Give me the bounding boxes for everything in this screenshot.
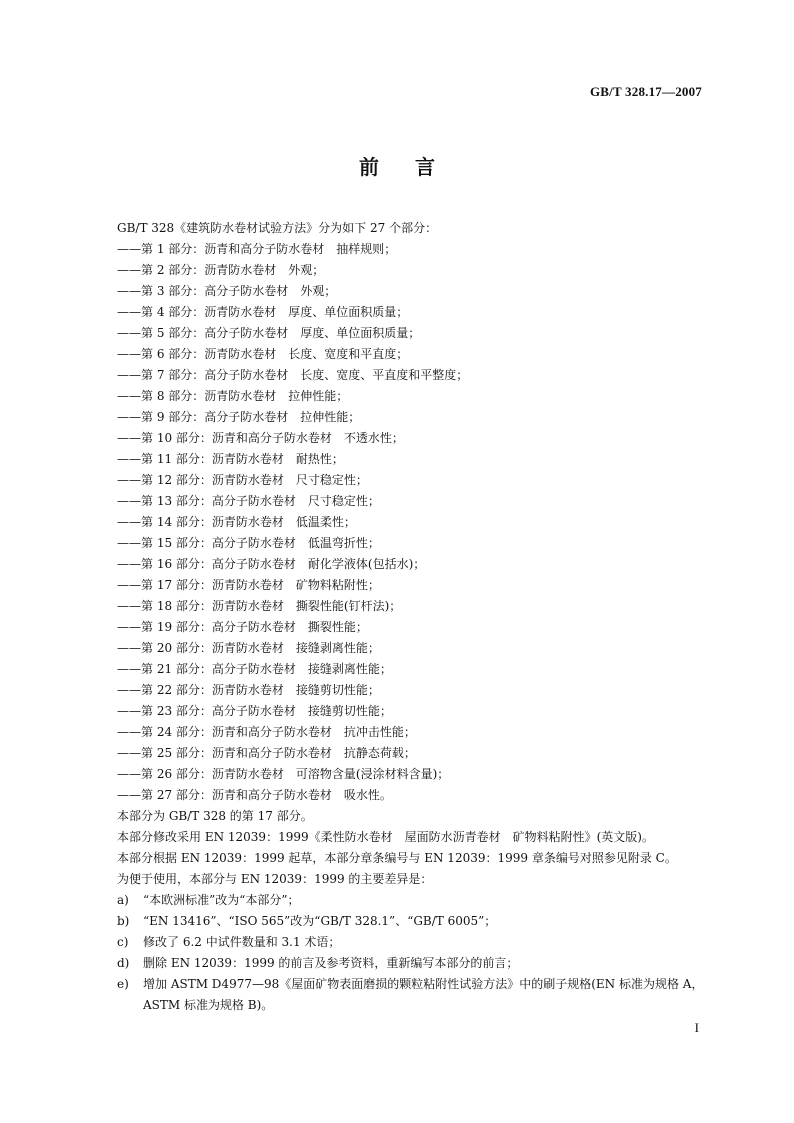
- part-list-item: ——第 8 部分：沥青防水卷材 拉伸性能；: [117, 389, 349, 403]
- part-list-item: ——第 3 部分：高分子防水卷材 外观；: [117, 284, 337, 298]
- part-list-item: ——第 21 部分：高分子防水卷材 接缝剥离性能；: [117, 662, 392, 676]
- part-list-item: ——第 5 部分：高分子防水卷材 厚度、单位面积质量；: [117, 326, 421, 340]
- part-list-item: ——第 9 部分：高分子防水卷材 拉伸性能；: [117, 410, 361, 424]
- page-number: I: [694, 1020, 699, 1035]
- difference-marker: a): [117, 893, 129, 907]
- part-list-item: ——第 16 部分：高分子防水卷材 耐化学液体(包括水)；: [117, 557, 426, 571]
- difference-item: [117, 932, 707, 953]
- part-list-item: ——第 20 部分：沥青防水卷材 接缝剥离性能；: [117, 641, 380, 655]
- difference-item: [117, 890, 707, 911]
- difference-text: “EN 13416”、“ISO 565”改为“GB/T 328.1”、“GB/T 6005”；: [143, 914, 497, 928]
- part-list-item: ——第 7 部分：高分子防水卷材 长度、宽度、平直度和平整度；: [117, 368, 469, 382]
- difference-item: [117, 953, 707, 974]
- document-body: [117, 218, 707, 1016]
- difference-text: “本欧洲标准”改为“本部分”；: [143, 893, 300, 907]
- part-list-item: ——第 1 部分：沥青和高分子防水卷材 抽样规则；: [117, 242, 397, 256]
- part-list-item: ——第 27 部分：沥青和高分子防水卷材 吸水性。: [117, 788, 392, 802]
- part-list-item: ——第 26 部分：沥青防水卷材 可溶物含量(浸涂材料含量)；: [117, 767, 450, 781]
- part-list-item: ——第 15 部分：高分子防水卷材 低温弯折性；: [117, 536, 380, 550]
- difference-text: 增加 ASTM D4977—98《屋面矿物表面磨损的颗粒粘附性试验方法》中的刷子规格(EN 标准为规格 A，ASTM 标准为规格 B)。: [143, 977, 704, 1012]
- part-list-item: ——第 25 部分：沥青和高分子防水卷材 抗静态荷载；: [117, 746, 416, 760]
- part-list-item: ——第 10 部分：沥青和高分子防水卷材 不透水性；: [117, 431, 404, 445]
- difference-text: 修改了 6.2 中试件数量和 3.1 术语；: [143, 935, 341, 949]
- body-paragraph: 本部分修改采用 EN 12039：1999《柔性防水卷材 屋面防水沥青卷材 矿物料粘附性》(英文版)。: [117, 830, 654, 844]
- part-list-item: ——第 24 部分：沥青和高分子防水卷材 抗冲击性能；: [117, 725, 416, 739]
- difference-marker: e): [117, 977, 129, 991]
- part-list-item: ——第 11 部分：沥青防水卷材 耐热性；: [117, 452, 344, 466]
- intro-text: GB/T 328《建筑防水卷材试验方法》分为如下 27 个部分：: [117, 221, 438, 235]
- body-paragraph: 为便于使用，本部分与 EN 12039：1999 的主要差异是：: [117, 872, 433, 886]
- part-list-item: ——第 6 部分：沥青防水卷材 长度、宽度和平直度；: [117, 347, 409, 361]
- difference-marker: b): [117, 914, 130, 928]
- parts-list: [117, 239, 707, 806]
- part-list-item: ——第 14 部分：沥青防水卷材 低温柔性；: [117, 515, 356, 529]
- difference-marker: c): [117, 935, 129, 949]
- paragraphs: [117, 806, 707, 890]
- difference-marker: d): [117, 956, 130, 970]
- part-list-item: ——第 12 部分：沥青防水卷材 尺寸稳定性；: [117, 473, 368, 487]
- part-list-item: ——第 2 部分：沥青防水卷材 外观；: [117, 263, 325, 277]
- difference-item: [117, 911, 707, 932]
- part-list-item: ——第 4 部分：沥青防水卷材 厚度、单位面积质量；: [117, 305, 409, 319]
- differences-list: [117, 890, 707, 1016]
- part-list-item: ——第 19 部分：高分子防水卷材 撕裂性能；: [117, 620, 368, 634]
- part-list-item: ——第 13 部分：高分子防水卷材 尺寸稳定性；: [117, 494, 380, 508]
- page-title: 前言: [359, 155, 471, 179]
- standard-code: GB/T 328.17—2007: [589, 84, 702, 99]
- body-paragraph: 本部分根据 EN 12039：1999 起草，本部分章条编号与 EN 12039：1999 章条编号对照参见附录 C。: [117, 851, 677, 865]
- part-list-item: ——第 18 部分：沥青防水卷材 撕裂性能(钉杆法)；: [117, 599, 402, 613]
- part-list-item: ——第 23 部分：高分子防水卷材 接缝剪切性能；: [117, 704, 392, 718]
- part-list-item: ——第 17 部分：沥青防水卷材 矿物料粘附性；: [117, 578, 380, 592]
- difference-item: [117, 974, 707, 1016]
- difference-text: 删除 EN 12039：1999 的前言及参考资料，重新编写本部分的前言；: [143, 956, 519, 970]
- part-list-item: ——第 22 部分：沥青防水卷材 接缝剪切性能；: [117, 683, 380, 697]
- body-paragraph: 本部分为 GB/T 328 的第 17 部分。: [117, 809, 313, 823]
